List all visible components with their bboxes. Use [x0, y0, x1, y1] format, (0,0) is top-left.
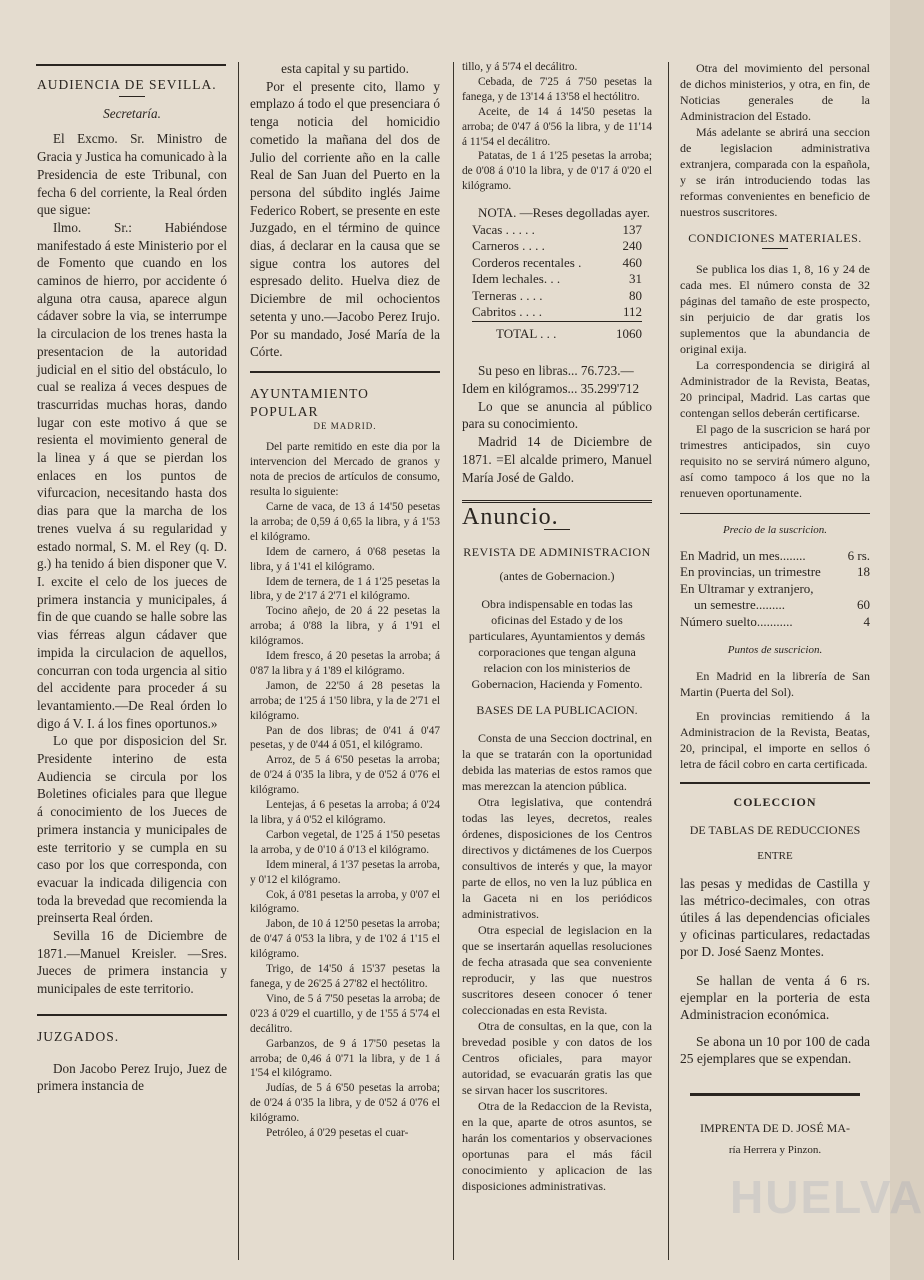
paragraph: En provincias remitiendo á la Administracion de la Revista, Beatas, 20, principal, el importe en sellos ó letra de fácil cobro en carta certificada. — [680, 708, 870, 771]
audiencia-title: AUDIENCIA DE SEVILLA. — [37, 77, 217, 92]
reses-table — [472, 222, 642, 343]
table-row: En Ultramar y extranjero, — [680, 580, 814, 596]
paragraph: El Excmo. Sr. Ministro de Gracia y Justica ha comunicado à la Presidencia de este Tribunal, con fecha 6 del corriente, la Real órden que sigue: — [37, 131, 227, 218]
ayuntamiento-subtitle: DE MADRID. — [313, 421, 377, 432]
juzgados-title: JUZGADOS. — [37, 1028, 120, 1044]
section-rule — [250, 371, 440, 373]
precio-heading: Precio de la suscricion. — [722, 524, 828, 536]
puntos-heading: Puntos de suscricion. — [727, 644, 823, 657]
price-item: Cebada, de 7'25 á 7'50 pesetas la fanega, y de 13'14 á 13'58 el hectólitro. — [462, 75, 652, 103]
paragraph: El pago de la suscricion se hará por trimestres anticipados, sin cuyo requisito no se servirá número alguno, así como tampoco á los que no la renueven oportunamente. — [680, 422, 870, 500]
table-row: Vacas . . . . . 137 — [472, 221, 642, 237]
paragraph: Se hallan de venta á 6 rs. ejemplar en la porteria de esta Administracion económica. — [680, 973, 870, 1023]
paragraph: Otra especial de legislacion en la que se insertarán aquellas resoluciones de fecha atrasada que sea conveniente reproducir, y las que nuestros suscritores deseen conocer ó tener coleccionadas en esta Revista. — [462, 922, 652, 1017]
price-item: Pan de dos libras; de 0'41 á 0'47 pesetas, y de 0'44 á 051, el kilógramo. — [250, 724, 440, 752]
table-row: un semestre......... 60 — [694, 597, 870, 613]
anuncio-title: Anuncio. — [462, 504, 559, 531]
entre-label: ENTRE — [757, 849, 793, 862]
paragraph: Consta de una Seccion doctrinal, en la que se tratarán con la oportunidad debida las materias de estos ramos que mas merezcan la atencion pública. — [462, 730, 652, 793]
top-rule-col1 — [36, 64, 226, 66]
paragraph: esta capital y su partido. — [281, 61, 409, 76]
imprenta-line1: IMPRENTA DE D. JOSÉ MA- — [699, 1121, 851, 1136]
revista-title: REVISTA DE ADMINISTRACION — [463, 544, 651, 559]
price-item: tillo, y á 5'74 el decálitro. — [462, 61, 578, 73]
paragraph: Otra de consultas, en la que, con la brevedad posible y con datos de los Centros oficiales, para mayor autoridad, se evacuarán gratis las que se sirvan hacer los suscritores. — [462, 1018, 652, 1097]
price-item: Vino, de 5 á 7'50 pesetas la arroba; de 0'23 á 0'29 el cuartillo, y de 1'55 á 5'74 el decálitro. — [250, 992, 440, 1035]
title-dash — [119, 96, 145, 97]
peso-kilogramos: Idem en kilógramos... 35.299'712 — [462, 381, 640, 397]
paragraph: La correspondencia se dirigirá al Administrador de la Revista, Beatas, 20 principal, Madrid. Las cartas que contengan sellos deberán certificarse. — [680, 358, 870, 420]
paragraph: Obra indispensable en todas las oficinas del Estado y de los particulares, Ayuntamientos y demás corporaciones que tengan alguna relacion con los ministerios de Gobernacion, Hacienda y Fomento. — [468, 596, 646, 691]
total-row: TOTAL . . . 1060 — [496, 325, 642, 341]
paragraph: Don Jacobo Perez Irujo, Juez de primera instancia de — [37, 1060, 227, 1094]
signature: Madrid 14 de Diciembre de 1871. =El alcalde primero, Manuel María José de Galdo. — [462, 434, 652, 485]
imprenta-line2: ría Herrera y Pinzon. — [728, 1144, 822, 1157]
paragraph: Sevilla 16 de Diciembre de 1871.—Manuel Kreisler. —Sres. Jueces de primera instancia y municipales de este territorio. — [37, 928, 227, 997]
table-row: Idem lechales. . . 31 — [472, 271, 642, 287]
section-rule — [37, 1014, 227, 1016]
nota-heading: NOTA. —Reses degolladas ayer. — [478, 205, 650, 221]
price-item: Trigo, de 14'50 á 15'37 pesetas la fanega, y de 26'25 á 27'82 el hectólitro. — [250, 963, 440, 990]
column-3 — [462, 60, 652, 1194]
section-rule — [690, 1093, 860, 1096]
table-row: Terneras . . . . 80 — [472, 287, 642, 303]
section-rule — [462, 500, 652, 503]
paragraph: Del parte remitido en este dia por la intervencion del Mercado de granos y nota de precios de artículos de consumo, resulta lo siguiente: — [250, 441, 440, 499]
paragraph: Lo que por disposicion del Sr. Presidente interino de esta Audiencia se circula por los Boletines oficiales para que llegue á conocimiento de los Jueces de primera instancia y municipales de este territorio y se cumpla en su caso por los que corresponda, con evacuar la indicada diligencia con toda la brevedad que recomienda la preinserta Real órden. — [37, 733, 227, 926]
price-item: Tocino añejo, de 20 á 22 pesetas la arroba; á 0'88 la libra, y á 1'91 el kilógramos. — [250, 605, 440, 648]
tablas-title: DE TABLAS DE REDUCCIONES — [689, 822, 861, 837]
revista-subtitle: (antes de Gobernacion.) — [499, 568, 615, 583]
paragraph: Se abona un 10 por 100 de cada 25 ejemplares que se expendan. — [680, 1034, 870, 1067]
paragraph: Lo que se anuncia al público para su conocimiento. — [462, 398, 652, 432]
column-2 — [250, 60, 440, 1141]
coleccion-title: COLECCION — [733, 794, 817, 809]
paragraph: Ilmo. Sr.: Habiéndose manifestado á este Ministerio por el de Fomento que cuando en los caminos de hierro, por accidente ó alguna otra causa, aparece algun cádaver sobre la via, se interrumpe la circulacion de los trenes hasta la presentacion de la autoridad judicial en el sitio del obstáculo, lo cual se realiza á veces despues de trascurridas muchas horas, dando lugar con este motivo á que se resienta el movimiento general de la linea y á que se pierdan los enlaces en los puntos de vifurcacion, necesitando hasta dos dias para que la marcha de los trenes vuelva á su regularidad y estado normal, S. M. el Rey (q. D. g.) ha tenido á bien disponer que V. I. excite el celo de los jueces de primera instancia y municipales, á fin de que cuando se halle sobre las vias férreas algun cádaver que impida la circulacion de aquellos, concurran con toda urgencia al sitio del accidente para proceder á su levantamiento.—De Real órden lo digo á V. I. á los fines oportunos.» — [37, 219, 227, 731]
condiciones-title: CONDICIONES MATERIALES. — [688, 231, 862, 245]
price-item: Lentejas, á 6 pesetas la arroba; á 0'24 la libra, y á 0'52 el kilógramo. — [250, 799, 440, 827]
title-dash — [762, 248, 788, 249]
column-4 — [680, 60, 870, 1160]
price-item: Idem mineral, á 1'37 pesetas la arroba, y 0'12 el kilógramo. — [250, 858, 440, 886]
price-item: Idem fresco, á 20 pesetas la arroba; á 0'87 la libra y á 1'89 el kilógramo. — [250, 650, 440, 677]
price-item: Jabon, de 10 á 12'50 pesetas la arroba; de 0'47 á 0'53 la libra, y de 1'02 á 1'15 el kilógramo. — [250, 918, 440, 961]
price-item: Idem de carnero, á 0'68 pesetas la libra, y á 1'41 el kilógramo. — [250, 545, 440, 573]
column-1 — [37, 76, 227, 1095]
column-divider-3 — [668, 62, 669, 1260]
price-item: Petróleo, á 0'29 pesetas el cuar- — [266, 1127, 409, 1140]
price-item: Carbon vegetal, de 1'25 á 1'50 pesetas la arroba, y de 0'10 á 0'13 el kilógramo. — [250, 828, 440, 856]
price-item: Patatas, de 1 á 1'25 pesetas la arroba; de 0'08 á 0'10 la libra, y de 0'17 á 0'20 el kilógramo. — [462, 150, 652, 193]
price-item: Judías, de 5 á 6'50 pesetas la arroba; de 0'24 á 0'35 la libra, y de 0'52 á 0'76 el kilógramo. — [250, 1082, 440, 1125]
paragraph: Se publica los dias 1, 8, 16 y 24 de cada mes. El número consta de 32 páginas del tamaño de este prospecto, sin perjuicio de dar gratis los suplementos que la abundancia de original exija. — [680, 262, 870, 356]
subscription-prices — [680, 548, 870, 631]
table-row: Carneros . . . . 240 — [472, 238, 642, 254]
archive-watermark: HUELVA — [730, 1171, 924, 1223]
paragraph: Otra del movimiento del personal de dichos ministerios, y otra, en fin, de Noticias generales de la Administracion del Estado. — [680, 61, 870, 123]
table-row: En provincias, un trimestre 18 — [680, 564, 870, 580]
paragraph: En Madrid en la librería de San Martin (Puerta del Sol). — [680, 668, 870, 699]
price-item: Idem de ternera, de 1 á 1'25 pesetas la libra, y de 2'17 á 2'71 el kilógramo. — [250, 575, 440, 603]
paragraph: Más adelante se abrirá una seccion de legislacion administrativa extranjera, comparada con la española, y se irán introduciendo todas las reformas convenientes en beneficio de nuestros suscritores. — [680, 125, 870, 219]
paragraph: Otra legislativa, que contendrá todas las leyes, decretos, reales órdenes, disposiciones de los Centros directivos y dictámenes de los Cuerpos consultivos de interés y que, la mayor parte de ellos, no ven la luz pública en la Gaceta ni en los periódicos administrativos. — [462, 794, 652, 921]
price-item: Cok, á 0'81 pesetas la arroba, y 0'07 el kilógramo. — [250, 888, 440, 916]
peso-libras: Su peso en libras... 76.723.— — [478, 363, 634, 379]
table-row: Cabritos . . . . 112 — [472, 304, 642, 320]
paragraph: las pesas y medidas de Castilla y las métrico-decimales, con otras útiles á las dependencias oficiales y oficinas particulares, redactadas por D. José Saenz Montes. — [680, 876, 870, 960]
section-rule — [680, 513, 870, 514]
price-item: Garbanzos, de 9 á 17'50 pesetas la arroba; de 0,46 á 0'71 la libra, y de 1 á 1'54 el kilógramo. — [250, 1037, 440, 1080]
price-item: Arroz, de 5 á 6'50 pesetas la arroba; de 0'24 á 0'35 la libra, y de 0'52 á 0'76 el kilógramo. — [250, 754, 440, 797]
section-rule — [680, 782, 870, 784]
column-divider-2 — [453, 62, 454, 1260]
table-row: En Madrid, un mes........ 6 rs. — [680, 547, 870, 563]
bases-title: BASES DE LA PUBLICACION. — [476, 702, 638, 717]
price-item: Aceite, de 14 á 14'50 pesetas la arroba; de 0'47 á 0'56 la libra, y de 11'14 á 11'54 el decálitro. — [462, 105, 652, 148]
price-item: Jamon, de 22'50 á 28 pesetas la arroba; de 1'25 á 1'50 libra, y la de 2'71 el kilógramo. — [250, 679, 440, 722]
secretaria-subtitle: Secretaría. — [103, 105, 161, 121]
price-item: Carne de vaca, de 13 á 14'50 pesetas la arroba; de 0,59 á 0,65 la libra, y á 1'53 el kilógramo. — [250, 500, 440, 543]
table-row: Corderos recentales . 460 — [472, 254, 642, 270]
table-row: Número suelto........... 4 — [680, 613, 870, 629]
column-divider-1 — [238, 62, 239, 1260]
ayuntamiento-title: AYUNTAMIENTO POPULAR — [250, 385, 369, 419]
paragraph: Por el presente cito, llamo y emplazo á todo el que presenciara ó tenga noticia del homicidio cometido la mañana del dos de Julio del corriente año en la calle Real de San Juan del Puerto en la persona del súbdito inglés Jaime Federico Robert, se presente en este Juzgado, en el término de quince dias, á declarar en la causa que se sigue contra los autores del espresado delito. Huelva diez de Diciembre de mil ochocientos setenta y uno.—Jacobo Perez Irujo. Por su mandado, José María de la Córte. — [250, 78, 440, 360]
paragraph: Otra de la Redaccion de la Revista, en la que, aparte de otros asuntos, se harán los comentarios y observaciones oportunas para el más fácil conocimiento y aplicacion de las disposiciones administrativas. — [462, 1098, 652, 1193]
